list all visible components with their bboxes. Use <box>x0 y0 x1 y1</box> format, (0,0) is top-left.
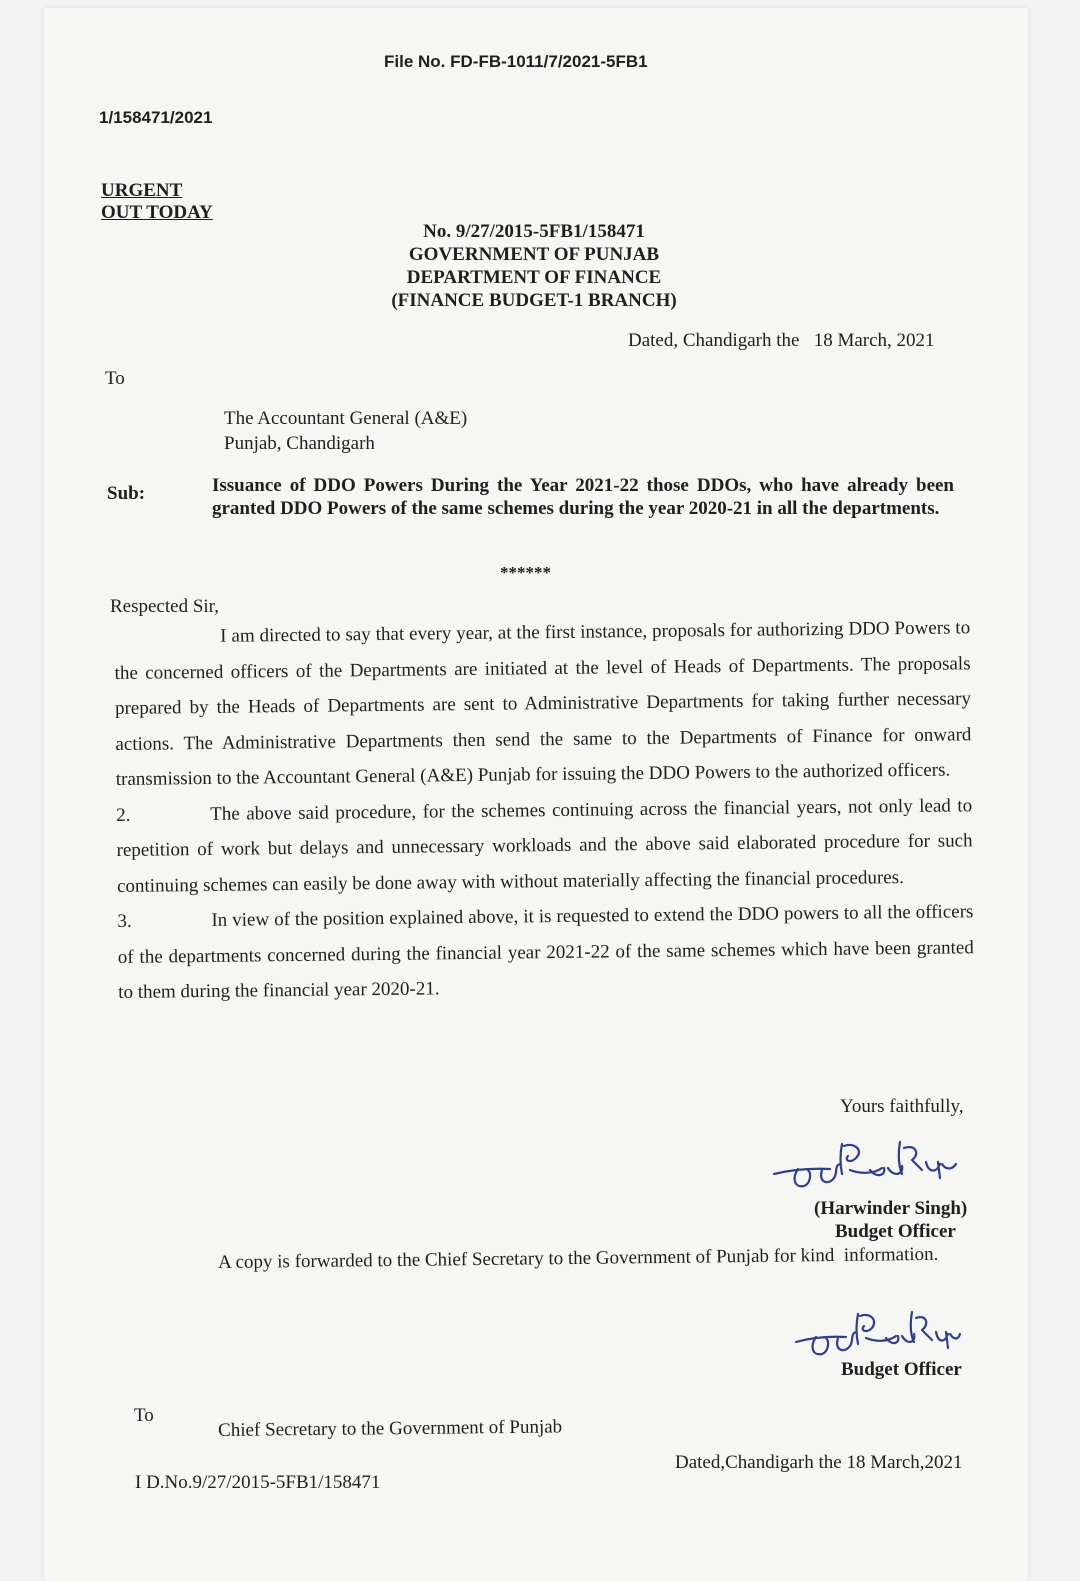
copy-addressee: Chief Secretary to the Government of Punjab <box>218 1416 563 1441</box>
closing: Yours faithfully, <box>840 1096 964 1117</box>
letter-body <box>114 610 974 1010</box>
subject-label: Sub: <box>107 483 146 504</box>
letter-number: No. 9/27/2015-5FB1/158471 <box>423 221 645 242</box>
subject-text: Issuance of DDO Powers During the Year 2021-22 those DDOs, who have already been granted DDO Powers of the same schemes during the year 2020-21 in all the departments. <box>212 475 954 519</box>
separator: ****** <box>500 563 551 582</box>
paragraph-2-text: The above said procedure, for the schemes continuing across the financial years, not only lead to repetition of work but delays and unnecessary workloads and the above said elaborated procedure for such continuing schemes can easily be done away with without materially affecting the financial procedures. <box>116 794 973 897</box>
addressee-block <box>224 406 467 456</box>
paragraph-2-number: 2. <box>116 804 131 826</box>
paragraph-1: I am directed to say that every year, at the first instance, proposals for authorizing DDO Powers to the concerned officers of the Departments are initiated at the level of Heads of Departments. The proposals prepared by the Heads of Departments are sent to Administrative Departments for taking further necessary actions. The Administrative Departments then send the same to the Departments of Finance for onward transmission to the Accountant General (A&E) Punjab for issuing the DDO Powers to the authorized officers. <box>114 617 972 790</box>
date-line: Dated, Chandigarh the 18 March, 2021 <box>628 330 935 351</box>
file-number: File No. FD-FB-1011/7/2021-5FB1 <box>384 52 648 71</box>
to-label: To <box>105 368 125 389</box>
urgency-marking <box>101 180 213 224</box>
department-name: DEPARTMENT OF FINANCE <box>406 267 662 288</box>
government-name: GOVERNMENT OF PUNJAB <box>408 244 660 265</box>
paragraph-3 <box>117 894 974 1010</box>
signature-mark <box>770 1134 960 1204</box>
addressee-line-1: The Accountant General (A&E) <box>224 408 468 429</box>
to-label-2: To <box>134 1405 154 1426</box>
date-line-2: Dated,Chandigarh the 18 March,2021 <box>675 1452 963 1473</box>
paragraph-3-text: In view of the position explained above, it is requested to extend the DDO powers to all the officers of the departments concerned during the financial year 2021-22 of the same schemes which have been granted to them during the financial year 2020-21. <box>117 901 974 1003</box>
paragraph-2 <box>116 788 973 904</box>
signatory-designation: Budget Officer <box>835 1221 956 1242</box>
addressee-line-2: Punjab, Chandigarh <box>224 433 375 454</box>
branch-name: (FINANCE BUDGET-1 BRANCH) <box>391 290 677 311</box>
receipt-number: 1/158471/2021 <box>99 108 213 127</box>
copy-forward-note: A copy is forwarded to the Chief Secretary to the Government of Punjab for kind information. <box>218 1243 939 1273</box>
signatory-name: (Harwinder Singh) <box>814 1198 968 1219</box>
urgent-label: URGENT <box>101 180 183 201</box>
letter-header <box>344 220 724 312</box>
id-number: I D.No.9/27/2015-5FB1/158471 <box>135 1472 381 1493</box>
out-today-label: OUT TODAY <box>101 202 213 223</box>
paragraph-3-number: 3. <box>117 910 132 932</box>
salutation: Respected Sir, <box>110 596 219 617</box>
signatory-designation-2: Budget Officer <box>841 1359 962 1380</box>
document-page <box>44 8 1028 1581</box>
